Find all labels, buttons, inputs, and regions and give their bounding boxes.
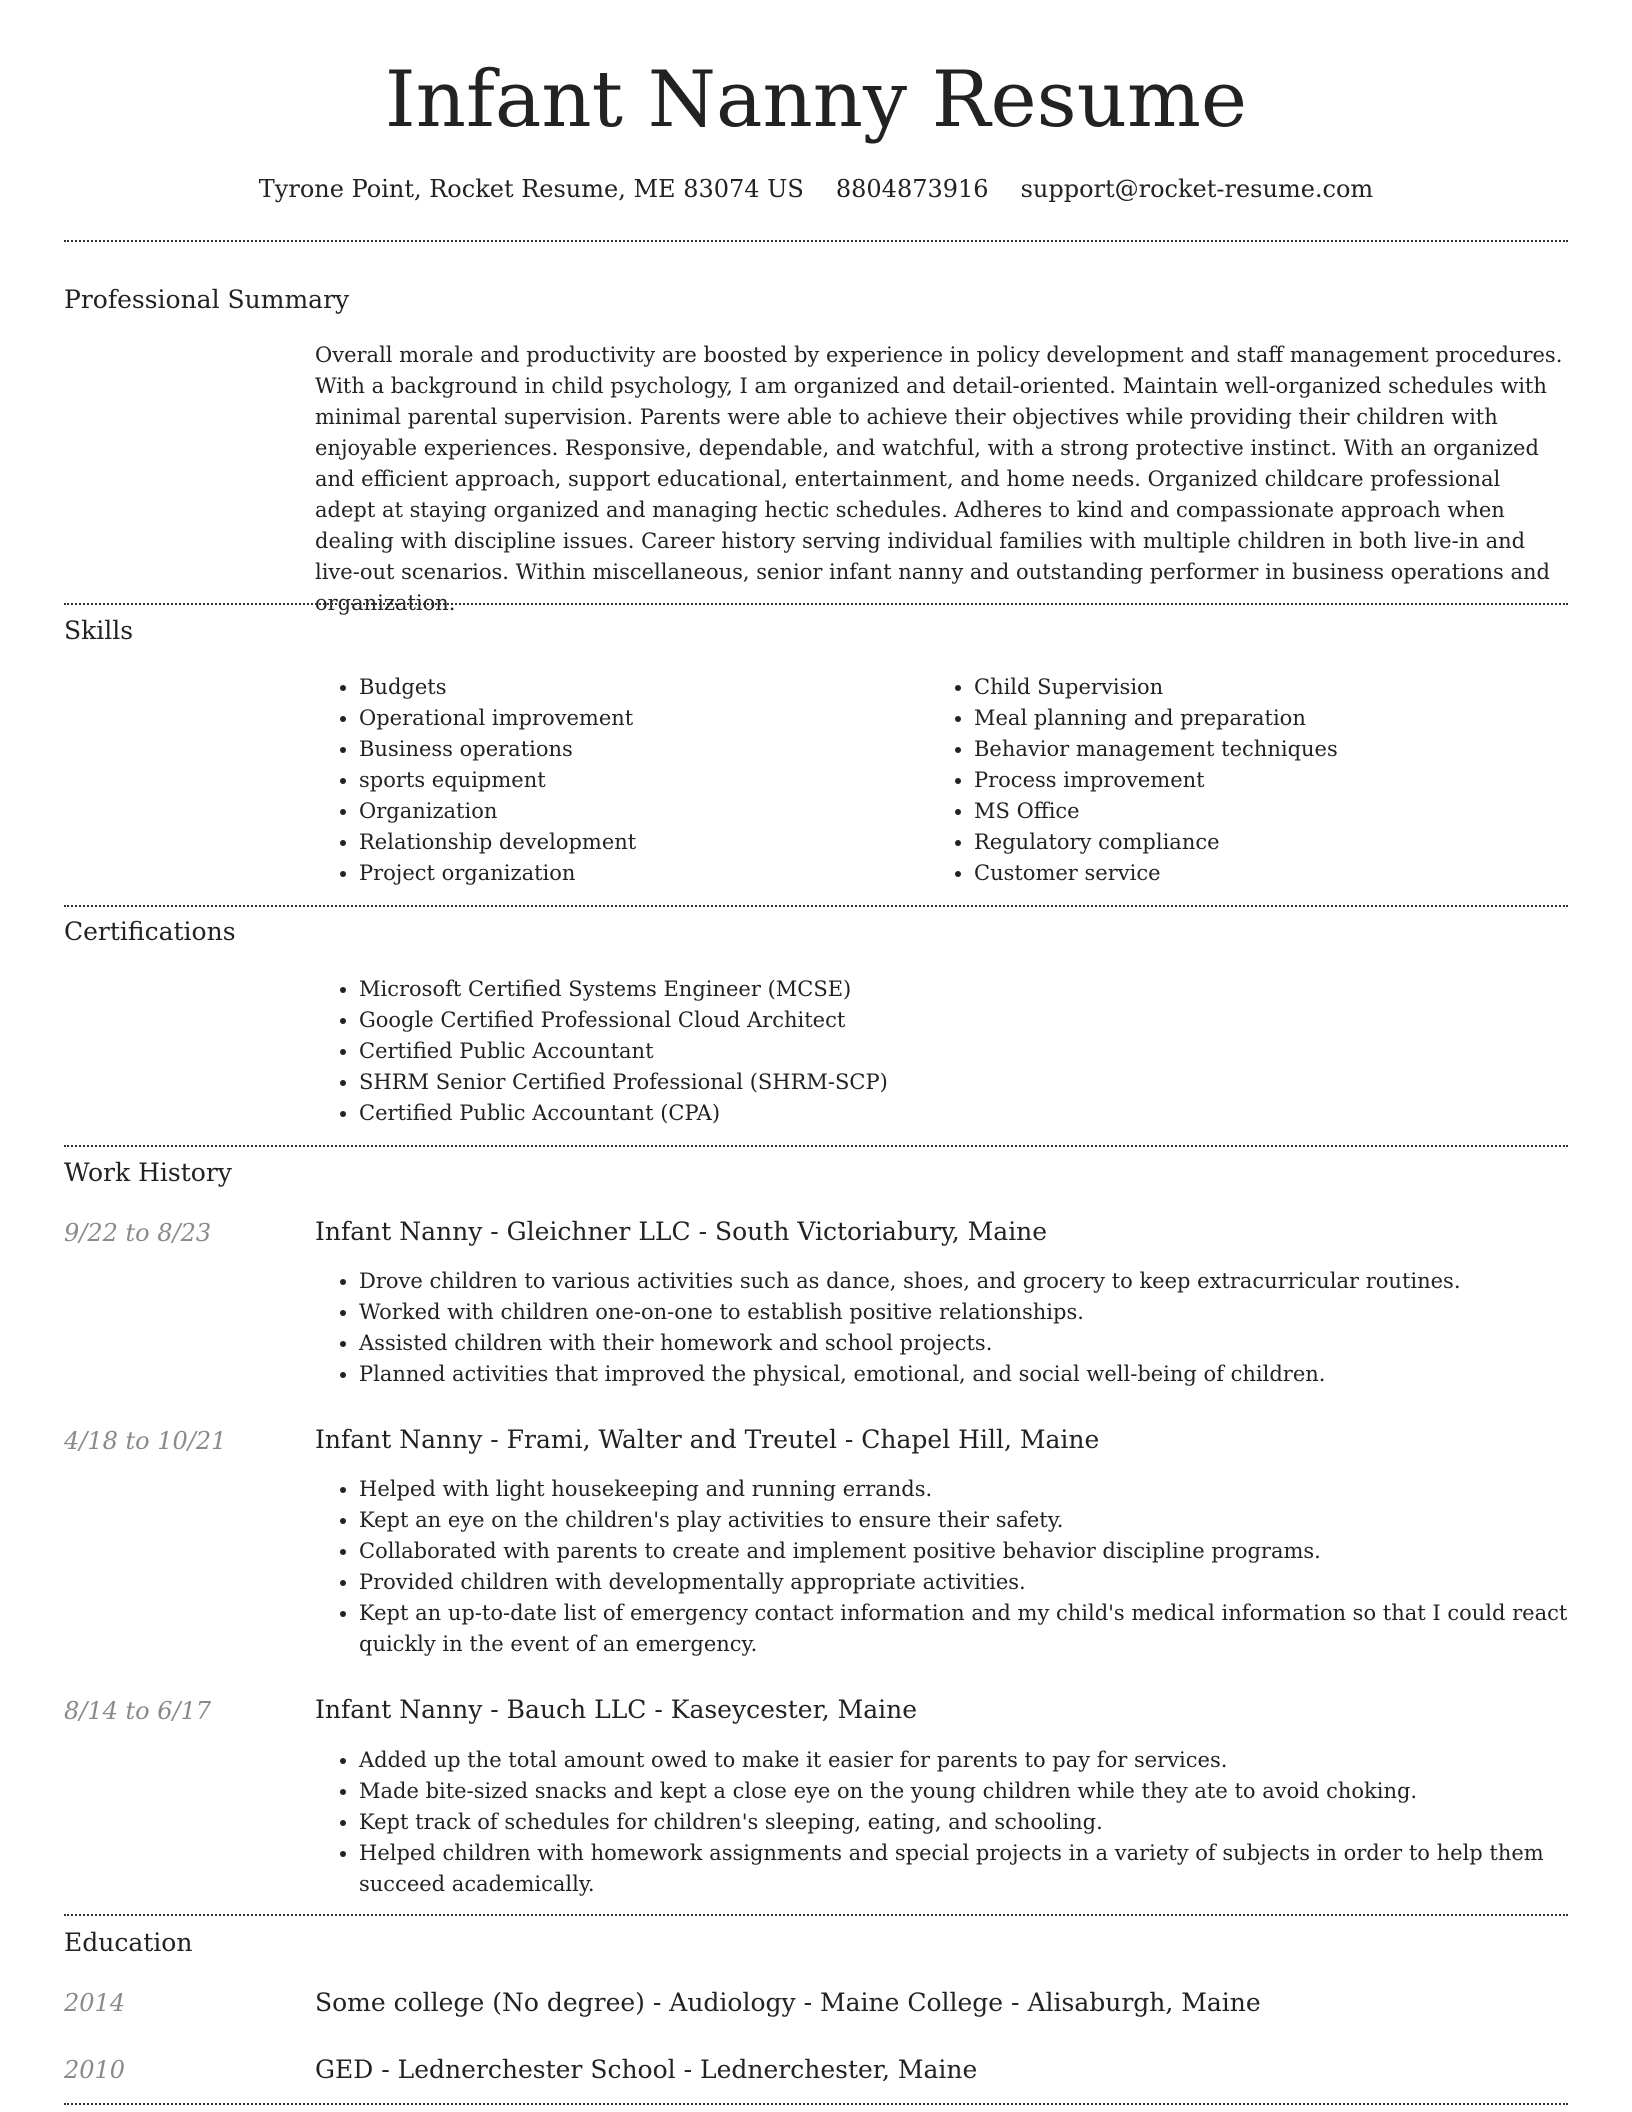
job-dates: 8/14 to 6/17 bbox=[64, 1697, 212, 1725]
section-divider bbox=[64, 240, 1568, 242]
list-item: • Google Certified Professional Cloud Architect bbox=[359, 1005, 1559, 1036]
job-bullets bbox=[315, 1745, 1611, 1900]
list-item: • Child Supervision bbox=[974, 672, 1574, 703]
list-item: • Helped children with homework assignments and special projects in a variety of subjects in order to help them succeed academically. bbox=[359, 1838, 1611, 1900]
section-title-work-history: Work History bbox=[64, 1158, 232, 1187]
list-item: • Added up the total amount owed to make it easier for parents to pay for services. bbox=[359, 1745, 1611, 1776]
list-item: • MS Office bbox=[974, 796, 1574, 827]
section-title-skills: Skills bbox=[64, 616, 134, 645]
education-year: 2010 bbox=[64, 2056, 126, 2084]
list-item: • Planned activities that improved the physical, emotional, and social well-being of children. bbox=[359, 1359, 1611, 1390]
list-item: • Budgets bbox=[359, 672, 919, 703]
job-dates: 4/18 to 10/21 bbox=[64, 1427, 227, 1455]
job-title: Infant Nanny - Gleichner LLC - South Victoriabury, Maine bbox=[315, 1217, 1048, 1246]
list-item: • Organization bbox=[359, 796, 919, 827]
list-item: • Customer service bbox=[974, 858, 1574, 889]
list-item: • Helped with light housekeeping and running errands. bbox=[359, 1474, 1611, 1505]
section-divider bbox=[64, 1914, 1568, 1916]
list-item: • Certified Public Accountant (CPA) bbox=[359, 1098, 1559, 1129]
list-item: • Process improvement bbox=[974, 765, 1574, 796]
job-dates: 9/22 to 8/23 bbox=[64, 1219, 212, 1247]
job-bullets bbox=[315, 1474, 1611, 1660]
certifications-list bbox=[315, 974, 1559, 1129]
list-item: • Provided children with developmentally appropriate activities. bbox=[359, 1567, 1611, 1598]
list-item: • Relationship development bbox=[359, 827, 919, 858]
section-title-certifications: Certifications bbox=[64, 917, 236, 946]
contact-phone: 8804873916 bbox=[835, 175, 989, 203]
list-item: • Made bite-sized snacks and kept a close eye on the young children while they ate to avoid choking. bbox=[359, 1776, 1611, 1807]
job-bullets bbox=[315, 1266, 1611, 1390]
section-divider bbox=[64, 905, 1568, 907]
list-item: • Kept an eye on the children's play activities to ensure their safety. bbox=[359, 1505, 1611, 1536]
education-title: GED - Lednerchester School - Lednerchester, Maine bbox=[315, 2055, 978, 2084]
contact-email: support@rocket-resume.com bbox=[1020, 175, 1374, 203]
list-item: • sports equipment bbox=[359, 765, 919, 796]
list-item: • Collaborated with parents to create and implement positive behavior discipline programs. bbox=[359, 1536, 1611, 1567]
list-item: • Drove children to various activities such as dance, shoes, and grocery to keep extracurricular routines. bbox=[359, 1266, 1611, 1297]
list-item: • Certified Public Accountant bbox=[359, 1036, 1559, 1067]
section-divider bbox=[64, 603, 1568, 605]
resume-title: Infant Nanny Resume bbox=[384, 55, 1248, 145]
section-divider bbox=[64, 2103, 1568, 2105]
education-year: 2014 bbox=[64, 1989, 126, 2017]
list-item: • Project organization bbox=[359, 858, 919, 889]
list-item: • Kept track of schedules for children's sleeping, eating, and schooling. bbox=[359, 1807, 1611, 1838]
skills-list-left bbox=[315, 672, 919, 889]
section-divider bbox=[64, 1145, 1568, 1147]
list-item: • Kept an up-to-date list of emergency contact information and my child's medical information so that I could react quickly in the event of an emergency. bbox=[359, 1598, 1611, 1660]
list-item: • Regulatory compliance bbox=[974, 827, 1574, 858]
education-title: Some college (No degree) - Audiology - Maine College - Alisaburgh, Maine bbox=[315, 1988, 1261, 2017]
contact-line bbox=[0, 172, 1632, 206]
job-title: Infant Nanny - Frami, Walter and Treutel - Chapel Hill, Maine bbox=[315, 1425, 1100, 1454]
list-item: • Worked with children one-on-one to establish positive relationships. bbox=[359, 1297, 1611, 1328]
section-title-education: Education bbox=[64, 1928, 193, 1957]
section-title-summary: Professional Summary bbox=[64, 285, 350, 314]
contact-address: Tyrone Point, Rocket Resume, ME 83074 US bbox=[258, 175, 804, 203]
summary-text: Overall morale and productivity are boosted by experience in policy development and staff management procedures. With a background in child psychology, I am organized and detail-oriented. Maintain well-organized schedules with minimal parental supervision. Parents were able to achieve their objectives while providing their children with enjoyable experiences. Responsive, dependable, and watchful, with a strong protective instinct. With an organized and efficient approach, support educational, entertainment, and home needs. Organized childcare professional adept at staying organized and managing hectic schedules. Adheres to kind and compassionate approach when dealing with discipline issues. Career history serving individual families with multiple children in both live-in and live-out scenarios. Within miscellaneous, senior infant nanny and outstanding performer in business operations and organization. bbox=[315, 343, 1563, 615]
list-item: • Assisted children with their homework and school projects. bbox=[359, 1328, 1611, 1359]
list-item: • Microsoft Certified Systems Engineer (MCSE) bbox=[359, 974, 1559, 1005]
list-item: • SHRM Senior Certified Professional (SHRM-SCP) bbox=[359, 1067, 1559, 1098]
list-item: • Business operations bbox=[359, 734, 919, 765]
list-item: • Meal planning and preparation bbox=[974, 703, 1574, 734]
job-title: Infant Nanny - Bauch LLC - Kaseycester, Maine bbox=[315, 1695, 918, 1724]
skills-list-right bbox=[930, 672, 1574, 889]
list-item: • Operational improvement bbox=[359, 703, 919, 734]
list-item: • Behavior management techniques bbox=[974, 734, 1574, 765]
